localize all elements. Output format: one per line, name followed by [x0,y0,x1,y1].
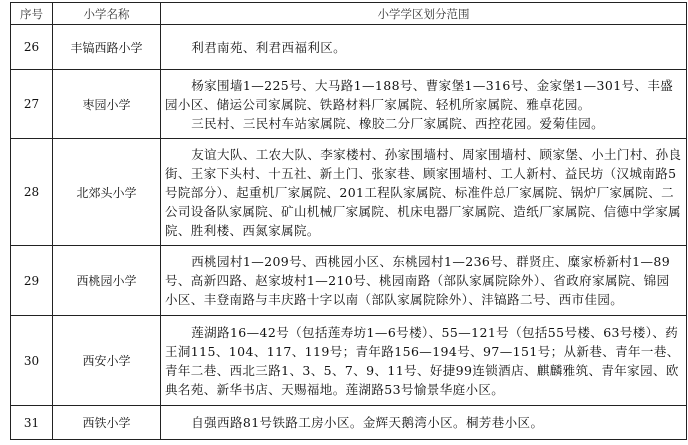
district-range [161,139,687,246]
range-paragraph: 三民村、三民村车站家属院、橡胶二分厂家属院、西控花园。爱菊佳园。 [191,115,605,131]
table-header-row [11,3,687,25]
header-index: 序号 [11,3,53,25]
school-name: 西桃园小学 [53,246,161,316]
row-index: 31 [11,406,53,440]
district-range [161,25,687,70]
row-index: 29 [11,246,53,316]
table-row [11,25,687,70]
table-row [11,246,687,316]
row-index: 28 [11,139,53,246]
school-name: 西安小学 [53,316,161,406]
district-range [161,406,687,440]
header-district-range: 小学学区划分范围 [161,3,687,25]
range-paragraph: 利君南苑、利君西福利区。 [191,39,347,55]
school-name: 西铁小学 [53,406,161,440]
range-paragraph: 西桃园村1—209号、西桃园小区、东桃园村1—236号、群贤庄、糜家桥新村1—89号、高新四路、赵家坡村1—210号、桃园南路（部队家属院除外）、省政府家属院、锦园小区、丰登南路与丰庆路十字以南（部队家属院除外）、沣镐路二号、西市佳园。 [165,254,671,307]
header-school-name: 小学名称 [53,3,161,25]
school-name: 北郊头小学 [53,139,161,246]
range-paragraph: 自强西路81号铁路工房小区。金辉天鹅湾小区。桐芳巷小区。 [191,415,544,430]
district-range [161,246,687,316]
row-index: 26 [11,25,53,70]
table-row [11,406,687,440]
row-index: 27 [11,70,53,139]
school-district-table [10,2,687,440]
row-index: 30 [11,316,53,406]
school-name: 枣园小学 [53,70,161,139]
range-paragraph: 杨家围墙1—225号、大马路1—188号、曹家堡1—316号、金家堡1—301号、丰盛园小区、储运公司家属院、铁路材料厂家属院、轻机所家属院、雅卓花园。 [165,77,674,112]
district-range [161,70,687,139]
range-paragraph: 莲湖路16—42号（包括莲寿坊1—6号楼）、55—121号（包括55号楼、63号楼）、药王洞115、104、117、119号；青年路156—194号、97—151号；从新巷、青年一巷、青年二巷、西北三路1、3、5、7、9、11号、好捷99连锁酒店、麒麟雅筑、青年家园、欧典名苑、新华书店、天赐福地。莲湖路53号愉景华庭小区。 [165,324,680,397]
range-paragraph: 友谊大队、工农大队、李家楼村、孙家围墙村、周家围墙村、顾家堡、小土门村、孙良街、王家下头村、十五社、新土门、张家巷、顾家围墙村、工人新村、益民坊（汉城南路5号院部分）、起重机厂家属院、201工程队家属院、标准件总厂家属院、锅炉厂家属院、二公司设备队家属院、矿山机械厂家属院、机床电器厂家属院、造纸厂家属院、信德中学家属院、胜利楼、西氮家属院。 [165,146,682,238]
table-row [11,139,687,246]
table-row [11,316,687,406]
district-range [161,316,687,406]
table-row [11,70,687,139]
school-name: 丰镐西路小学 [53,25,161,70]
